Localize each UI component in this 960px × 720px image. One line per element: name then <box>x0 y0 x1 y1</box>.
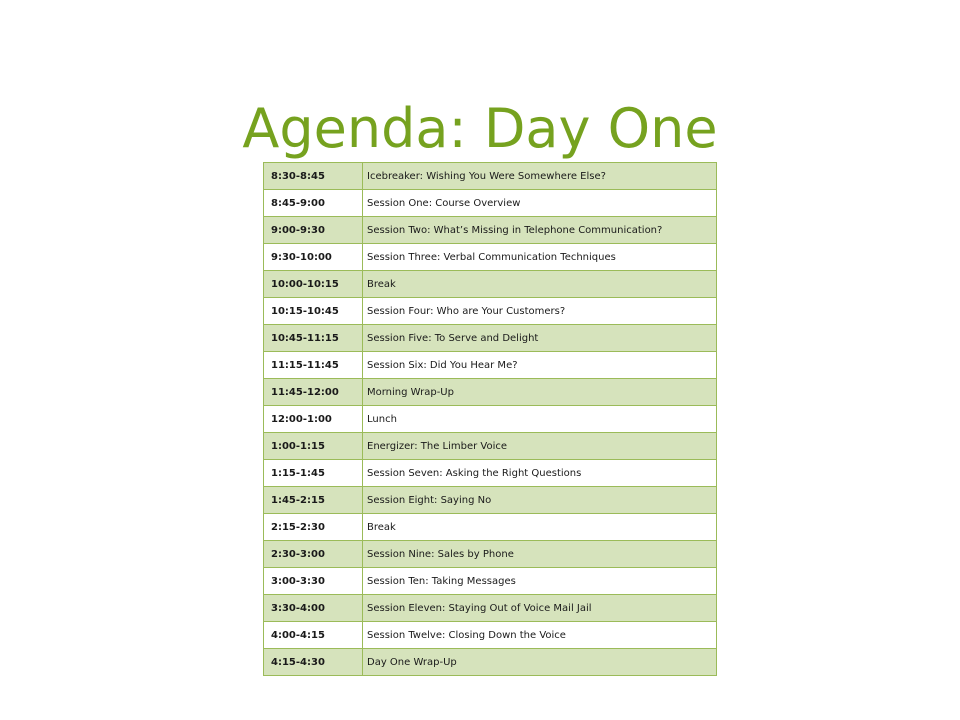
agenda-session: Lunch <box>363 406 717 433</box>
slide-title: Agenda: Day One <box>242 97 718 161</box>
agenda-session: Session Five: To Serve and Delight <box>363 325 717 352</box>
agenda-row <box>264 649 717 676</box>
agenda-time: 3:30-4:00 <box>264 595 363 622</box>
agenda-session: Day One Wrap-Up <box>363 649 717 676</box>
agenda-session: Morning Wrap-Up <box>363 379 717 406</box>
agenda-row <box>264 541 717 568</box>
agenda-session: Session Four: Who are Your Customers? <box>363 298 717 325</box>
agenda-row <box>264 271 717 298</box>
agenda-session: Session Two: What’s Missing in Telephone Communication? <box>363 217 717 244</box>
agenda-session: Session Eight: Saying No <box>363 487 717 514</box>
agenda-row <box>264 298 717 325</box>
agenda-time: 1:00-1:15 <box>264 433 363 460</box>
agenda-session: Session Seven: Asking the Right Questions <box>363 460 717 487</box>
agenda-row <box>264 379 717 406</box>
agenda-time: 11:15-11:45 <box>264 352 363 379</box>
agenda-row <box>264 568 717 595</box>
agenda-time: 1:45-2:15 <box>264 487 363 514</box>
agenda-session: Energizer: The Limber Voice <box>363 433 717 460</box>
agenda-time: 1:15-1:45 <box>264 460 363 487</box>
agenda-table <box>263 162 717 676</box>
agenda-time: 10:00-10:15 <box>264 271 363 298</box>
agenda-row <box>264 595 717 622</box>
agenda-row <box>264 514 717 541</box>
agenda-row <box>264 217 717 244</box>
agenda-session: Session Eleven: Staying Out of Voice Mail Jail <box>363 595 717 622</box>
agenda-row <box>264 433 717 460</box>
agenda-row <box>264 163 717 190</box>
agenda-time: 4:00-4:15 <box>264 622 363 649</box>
agenda-row <box>264 244 717 271</box>
agenda-session: Break <box>363 514 717 541</box>
agenda-time: 8:45-9:00 <box>264 190 363 217</box>
agenda-time: 3:00-3:30 <box>264 568 363 595</box>
agenda-time: 4:15-4:30 <box>264 649 363 676</box>
agenda-time: 2:15-2:30 <box>264 514 363 541</box>
agenda-row <box>264 460 717 487</box>
agenda-time: 9:30-10:00 <box>264 244 363 271</box>
agenda-row <box>264 406 717 433</box>
agenda-time: 8:30-8:45 <box>264 163 363 190</box>
agenda-time: 9:00-9:30 <box>264 217 363 244</box>
agenda-row <box>264 352 717 379</box>
agenda-row <box>264 325 717 352</box>
agenda-session: Session Twelve: Closing Down the Voice <box>363 622 717 649</box>
agenda-session: Session Six: Did You Hear Me? <box>363 352 717 379</box>
agenda-row <box>264 622 717 649</box>
agenda-session: Session Nine: Sales by Phone <box>363 541 717 568</box>
agenda-session: Break <box>363 271 717 298</box>
agenda-time: 12:00-1:00 <box>264 406 363 433</box>
agenda-session: Session One: Course Overview <box>363 190 717 217</box>
agenda-session: Session Ten: Taking Messages <box>363 568 717 595</box>
agenda-time: 10:45-11:15 <box>264 325 363 352</box>
agenda-row <box>264 190 717 217</box>
agenda-session: Session Three: Verbal Communication Techniques <box>363 244 717 271</box>
agenda-time: 10:15-10:45 <box>264 298 363 325</box>
agenda-time: 2:30-3:00 <box>264 541 363 568</box>
agenda-table-body <box>264 163 717 676</box>
agenda-session: Icebreaker: Wishing You Were Somewhere Else? <box>363 163 717 190</box>
agenda-row <box>264 487 717 514</box>
agenda-time: 11:45-12:00 <box>264 379 363 406</box>
